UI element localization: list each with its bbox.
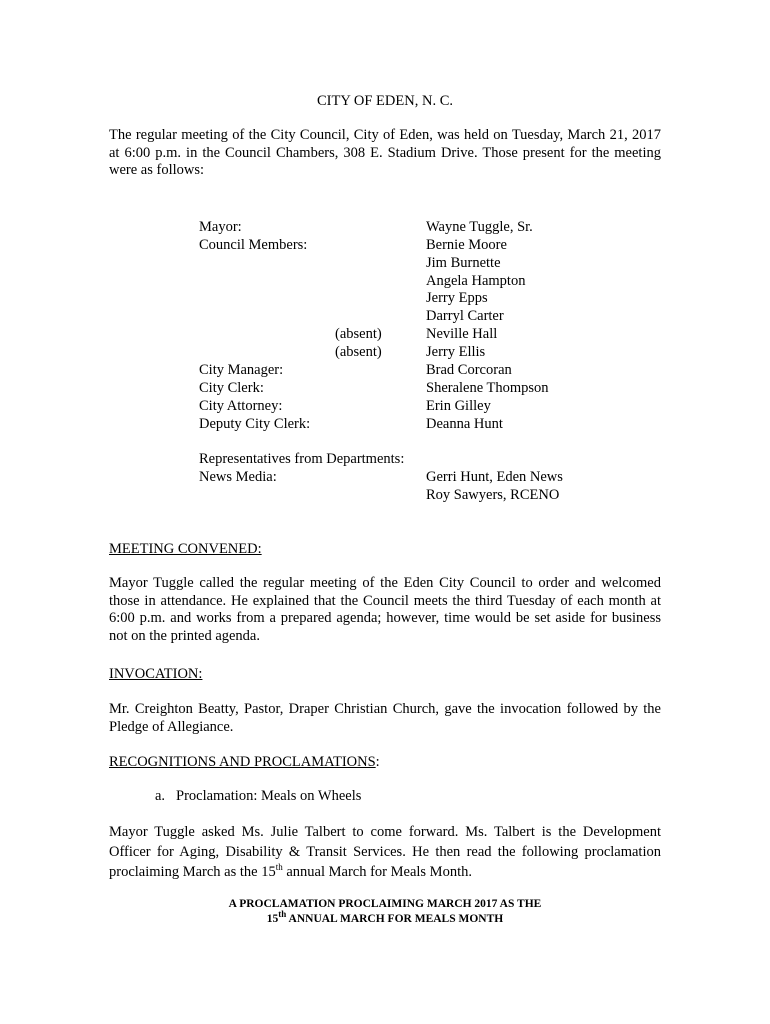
council-member: Bernie Moore xyxy=(426,237,507,253)
ordinal-suffix: th xyxy=(275,862,283,873)
list-item-proclamation: Proclamation: Meals on Wheels xyxy=(176,788,362,804)
list-item-marker: a. xyxy=(155,788,166,804)
recognitions-text-end: annual March for Meals Month. xyxy=(282,864,472,880)
official-name: Deanna Hunt xyxy=(426,416,503,432)
media-name: Gerri Hunt, Eden News xyxy=(426,469,563,485)
proclamation-rest: ANNUAL MARCH FOR MEALS MONTH xyxy=(286,913,504,925)
proclamation-ordinal: th xyxy=(278,909,287,920)
official-name: Sheralene Thompson xyxy=(426,380,549,396)
recognitions-heading-colon: : xyxy=(375,754,380,770)
official-name: Erin Gilley xyxy=(426,398,491,414)
recognitions-heading-text: RECOGNITIONS AND PROCLAMATIONS xyxy=(109,754,376,770)
official-label: City Attorney: xyxy=(199,398,283,414)
media-label: News Media: xyxy=(199,469,277,485)
absent-note: (absent) xyxy=(335,326,382,342)
mayor-name: Wayne Tuggle, Sr. xyxy=(426,219,533,235)
recognitions-text: Mayor Tuggle asked Ms. Julie Talbert to come forward. Ms. Talbert is the Development Officer for Aging, Disability & Transit Services. He then read the following proclamation proclaiming March as the 15 xyxy=(109,824,661,880)
council-member: Jerry Ellis xyxy=(426,344,486,360)
invocation-paragraph: Mr. Creighton Beatty, Pastor, Draper Christian Church, gave the invocation followed by the Pledge of Allegiance. xyxy=(109,701,661,735)
section-heading-recognitions xyxy=(109,754,380,771)
council-member: Jim Burnette xyxy=(426,255,501,271)
council-member: Angela Hampton xyxy=(426,273,526,289)
official-label: City Manager: xyxy=(199,362,284,378)
intro-paragraph: The regular meeting of the City Council, City of Eden, was held on Tuesday, March 21, 2017 at 6:00 p.m. in the Council Chambers, 308 E. Stadium Drive. Those present for the meeting were as follows: xyxy=(109,127,661,179)
proclamation-title-line2 xyxy=(0,909,770,926)
section-heading-invocation: INVOCATION: xyxy=(109,666,203,682)
proclamation-number: 15 xyxy=(266,913,279,925)
council-member: Neville Hall xyxy=(426,326,498,342)
media-name: Roy Sawyers, RCENO xyxy=(426,487,560,503)
document-title: CITY OF EDEN, N. C. xyxy=(316,93,453,109)
departments-label: Representatives from Departments: xyxy=(199,451,405,467)
proclamation-title-line1: A PROCLAMATION PROCLAIMING MARCH 2017 AS THE xyxy=(228,898,542,910)
council-member: Darryl Carter xyxy=(426,308,504,324)
section-heading-meeting-convened: MEETING CONVENED: xyxy=(109,541,262,557)
mayor-label: Mayor: xyxy=(199,219,242,235)
official-label: City Clerk: xyxy=(199,380,264,396)
official-label: Deputy City Clerk: xyxy=(199,416,311,432)
council-label: Council Members: xyxy=(199,237,308,253)
meeting-convened-paragraph: Mayor Tuggle called the regular meeting of the Eden City Council to order and welcomed those in attendance. He explained that the Council meets the third Tuesday of each month at 6:00 p.m. and works from a prepared agenda; however, time would be set aside for business not on the printed agenda. xyxy=(109,575,661,645)
recognitions-paragraph xyxy=(109,822,661,882)
absent-note: (absent) xyxy=(335,344,382,360)
council-member: Jerry Epps xyxy=(426,290,488,306)
official-name: Brad Corcoran xyxy=(426,362,512,378)
